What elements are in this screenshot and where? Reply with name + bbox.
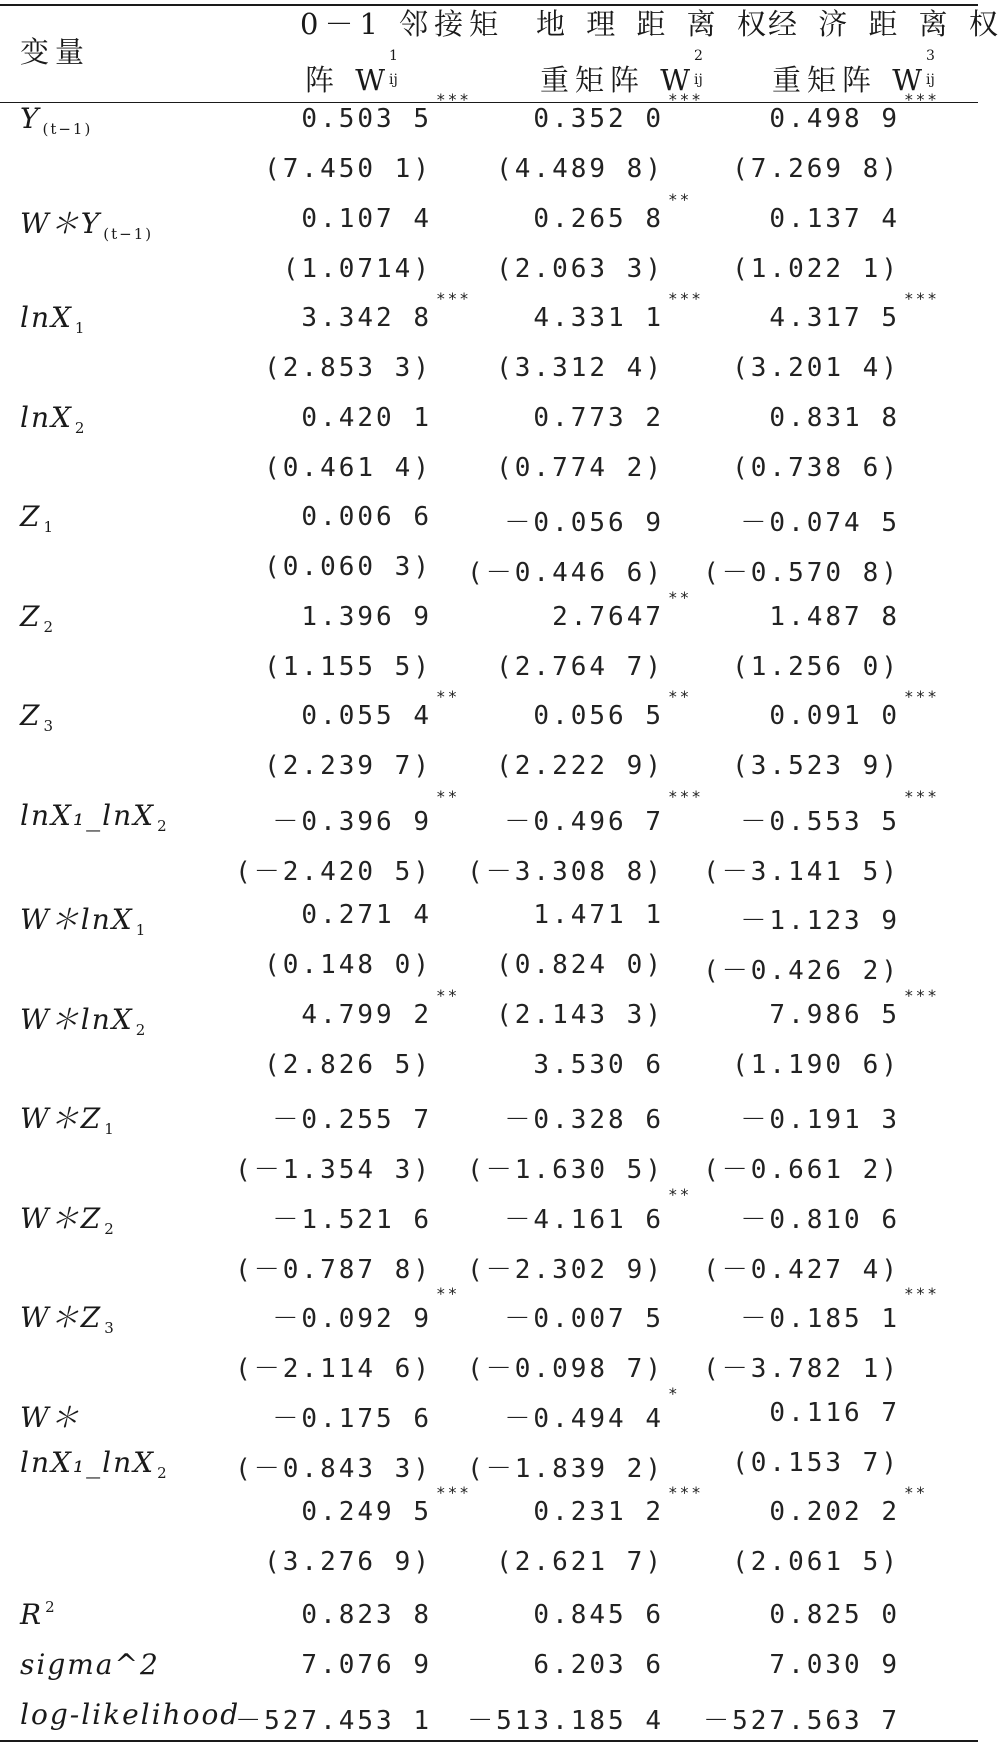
variable-label-text: W＊	[20, 1401, 81, 1434]
cell-value: (0.774 2)	[496, 453, 664, 483]
cell-value: (0.060 3)	[264, 552, 432, 582]
cell-value: 4.317 5	[769, 303, 900, 333]
cell-value: (－1.354 3)	[235, 1155, 432, 1185]
variable-label-text: Y	[20, 102, 41, 135]
cell-value: 7.076 9	[301, 1650, 432, 1680]
coefficient-cell	[504, 1298, 664, 1335]
t-value-cell	[732, 1448, 900, 1478]
significance-stars: **	[904, 1483, 928, 1502]
cell-value: －0.396 9	[272, 807, 432, 837]
variable-label-text: W＊Z	[20, 1301, 103, 1334]
variable-label	[20, 102, 92, 138]
variable-subscript: 2	[157, 817, 169, 835]
cell-value: (－0.787 8)	[235, 1255, 432, 1285]
coefficient-cell	[301, 204, 432, 234]
coefficient-cell	[740, 900, 900, 937]
variable-label	[20, 301, 86, 337]
t-value-cell	[264, 453, 432, 483]
cell-value: (－3.782 1)	[703, 1354, 900, 1384]
t-value-cell	[235, 1149, 432, 1186]
variable-label-text: lnX₁_lnX	[20, 799, 156, 832]
significance-stars: **	[436, 787, 460, 806]
cell-value: 4.799 2	[301, 1000, 432, 1030]
t-value-cell	[732, 1547, 900, 1577]
variable-subscript: 2	[157, 1464, 169, 1482]
significance-stars: *	[668, 1384, 680, 1403]
coefficient-cell	[740, 1284, 939, 1335]
coefficient-cell	[769, 687, 939, 731]
t-value-cell	[496, 1547, 664, 1577]
significance-stars: ***	[904, 787, 939, 806]
significance-stars: ***	[668, 289, 703, 308]
cell-value: (3.201 4)	[732, 353, 900, 383]
variable-subscript: 1	[74, 319, 87, 337]
cell-value: 3.342 8	[301, 303, 432, 333]
variable-label	[20, 699, 55, 735]
significance-stars: ***	[904, 1284, 939, 1303]
cell-value: 0.773 2	[533, 403, 664, 433]
coefficient-cell	[301, 602, 432, 632]
t-value-cell	[732, 1050, 900, 1080]
cell-value: (2.061 5)	[732, 1547, 900, 1577]
header-col3-line2: 重矩阵 W 3 ij	[772, 48, 935, 97]
stat-cell	[533, 1600, 664, 1630]
t-value-cell	[732, 254, 900, 284]
stat-cell	[703, 1700, 900, 1737]
cell-value: (－1.630 5)	[467, 1155, 664, 1185]
cell-value: 1.487 8	[769, 602, 900, 632]
cell-value: 0.056 5	[533, 701, 664, 731]
cell-value: －0.553 5	[740, 807, 900, 837]
t-value-cell	[703, 851, 900, 888]
significance-stars: **	[436, 986, 460, 1005]
t-value-cell	[703, 1249, 900, 1286]
coefficient-cell	[769, 1398, 900, 1428]
significance-stars: ***	[436, 1483, 471, 1502]
stat-label-text: R	[20, 1598, 44, 1631]
variable-label	[20, 500, 55, 536]
t-value-cell	[264, 552, 432, 582]
variable-label	[20, 1197, 116, 1238]
cell-value: 1.471 1	[533, 900, 664, 930]
coefficient-cell	[533, 900, 664, 930]
t-value-cell	[496, 950, 664, 980]
coefficient-cell	[496, 1000, 664, 1030]
coefficient-cell	[533, 1483, 703, 1527]
cell-value: (－3.308 8)	[467, 857, 664, 887]
cell-value: 3.530 6	[533, 1050, 664, 1080]
cell-value: 0.352 0	[533, 104, 664, 134]
variable-label-text: W＊lnX	[20, 1003, 134, 1036]
variable-label-continued	[20, 1446, 169, 1482]
table-header-rule	[0, 102, 978, 103]
coefficient-cell	[504, 1099, 664, 1136]
coefficient-cell	[301, 403, 432, 433]
header-col1-line2: 阵 W 1 ij	[305, 48, 398, 97]
coefficient-cell	[301, 1483, 471, 1527]
cell-value: 7.986 5	[769, 1000, 900, 1030]
cell-value: (2.764 7)	[496, 652, 664, 682]
header-col2-line2: 重矩阵 W 2 ij	[540, 48, 703, 97]
t-value-cell	[467, 1448, 664, 1485]
significance-stars: ***	[904, 90, 939, 109]
t-value-cell	[235, 1448, 432, 1485]
header-col3-line1: 经 济 距 离 权	[768, 7, 1004, 41]
t-value-cell	[703, 1348, 900, 1385]
cell-value: 0.231 2	[533, 1497, 664, 1527]
variable-label-text: W＊Z	[20, 1202, 103, 1235]
cell-value: －527.453 1	[235, 1706, 432, 1736]
variable-label	[20, 1396, 81, 1436]
t-value-cell	[703, 950, 900, 987]
cell-value: －527.563 7	[703, 1706, 900, 1736]
cell-value: (－0.843 3)	[235, 1454, 432, 1484]
t-value-cell	[703, 1149, 900, 1186]
cell-value: －0.255 7	[272, 1105, 432, 1135]
cell-value: (－0.446 6)	[467, 558, 664, 588]
significance-stars: **	[668, 1185, 692, 1204]
coefficient-cell	[769, 90, 939, 134]
cell-value: －0.494 4	[504, 1404, 664, 1434]
t-value-cell	[235, 1348, 432, 1385]
variable-label	[20, 401, 86, 437]
cell-value: －1.123 9	[740, 906, 900, 936]
coefficient-cell	[533, 687, 692, 731]
cell-value: (1.256 0)	[732, 652, 900, 682]
cell-value: (3.523 9)	[732, 751, 900, 781]
significance-stars: ***	[904, 289, 939, 308]
variable-subscript: 3	[43, 717, 56, 735]
t-value-cell	[264, 950, 432, 980]
significance-stars: **	[668, 588, 692, 607]
stat-label-text: log-likelihood	[20, 1698, 241, 1731]
cell-value: 0.420 1	[301, 403, 432, 433]
t-value-cell	[264, 154, 432, 184]
cell-value: 0.845 6	[533, 1600, 664, 1630]
coefficient-cell	[740, 1199, 900, 1236]
t-value-cell	[496, 353, 664, 383]
coefficient-cell	[769, 986, 939, 1030]
t-value-cell	[496, 453, 664, 483]
cell-value: 0.503 5	[301, 104, 432, 134]
stat-label	[20, 1698, 240, 1731]
cell-value: 0.823 8	[301, 1600, 432, 1630]
cell-value: 0.498 9	[769, 104, 900, 134]
significance-stars: ***	[904, 687, 939, 706]
variable-subscript: (t−1)	[42, 120, 93, 138]
variable-subscript: 2	[43, 618, 56, 636]
coefficient-cell	[301, 289, 471, 333]
cell-value: 7.030 9	[769, 1650, 900, 1680]
t-value-cell	[467, 1149, 664, 1186]
variable-label-text: Z	[20, 500, 42, 533]
cell-value: 0.137 4	[769, 204, 900, 234]
cell-value: (0.824 0)	[496, 950, 664, 980]
table-bottom-rule	[0, 1740, 978, 1742]
coefficient-cell	[504, 1185, 692, 1236]
coefficient-cell	[504, 502, 664, 539]
coefficient-cell	[301, 502, 432, 532]
header-col1-line1: 0－1 邻接矩	[300, 7, 505, 41]
cell-value: (－2.420 5)	[235, 857, 432, 887]
coefficient-cell	[504, 1384, 680, 1435]
cell-value: 1.396 9	[301, 602, 432, 632]
significance-stars: ***	[436, 90, 471, 109]
coefficient-cell	[272, 1284, 460, 1335]
variable-label	[20, 1296, 116, 1337]
cell-value: 2.7647	[552, 602, 664, 632]
variable-subscript: 2	[104, 1220, 116, 1238]
variable-label-text: lnX	[20, 301, 73, 334]
cell-value: (2.063 3)	[496, 254, 664, 284]
cell-value: －0.092 9	[272, 1304, 432, 1334]
coefficient-cell	[301, 900, 432, 930]
coefficient-cell	[533, 190, 692, 234]
cell-value: (－1.839 2)	[467, 1454, 664, 1484]
variable-label	[20, 799, 169, 835]
cell-value: 4.331 1	[533, 303, 664, 333]
variable-subscript: 2	[74, 419, 87, 437]
t-value-cell	[264, 751, 432, 781]
variable-label-text: W＊Y	[20, 207, 102, 240]
cell-value: －513.185 4	[467, 1706, 664, 1736]
cell-value: －0.496 7	[504, 807, 664, 837]
variable-label-text: lnX	[20, 401, 73, 434]
variable-subscript: 2	[135, 1021, 148, 1039]
cell-value: －1.521 6	[272, 1205, 432, 1235]
cell-value: (－3.141 5)	[703, 857, 900, 887]
variable-label	[20, 202, 153, 243]
cell-value: (0.153 7)	[732, 1448, 900, 1478]
variable-label-text: W＊lnX	[20, 903, 134, 936]
cell-value: －0.191 3	[740, 1105, 900, 1135]
coefficient-cell	[533, 403, 664, 433]
variable-label	[20, 1097, 116, 1138]
stat-cell	[301, 1600, 432, 1630]
t-value-cell	[264, 1547, 432, 1577]
cell-value: 6.203 6	[533, 1650, 664, 1680]
coefficient-cell	[740, 787, 939, 838]
t-value-cell	[703, 552, 900, 589]
cell-value: (1.190 6)	[732, 1050, 900, 1080]
t-value-cell	[264, 1050, 432, 1080]
variable-subscript: (t−1)	[103, 225, 154, 243]
cell-value: (－0.426 2)	[703, 956, 900, 986]
t-value-cell	[264, 353, 432, 383]
cell-value: (2.621 7)	[496, 1547, 664, 1577]
t-value-cell	[264, 652, 432, 682]
cell-value: (0.738 6)	[732, 453, 900, 483]
variable-subscript: 1	[104, 1120, 116, 1138]
cell-value: (0.148 0)	[264, 950, 432, 980]
cell-value: (－2.302 9)	[467, 1255, 664, 1285]
cell-value: 0.202 2	[769, 1497, 900, 1527]
variable-label-text: W＊Z	[20, 1102, 103, 1135]
cell-value: －0.810 6	[740, 1205, 900, 1235]
significance-stars: **	[436, 1284, 460, 1303]
t-value-cell	[732, 652, 900, 682]
cell-value: (2.143 3)	[496, 1000, 664, 1030]
coefficient-cell	[740, 1099, 900, 1136]
coefficient-cell	[769, 602, 900, 632]
variable-subscript: 3	[104, 1319, 116, 1337]
significance-stars: ***	[668, 90, 703, 109]
coefficient-cell	[740, 502, 900, 539]
variable-label	[20, 998, 147, 1039]
header-variable-label: 变量	[20, 35, 91, 69]
significance-stars: **	[436, 687, 460, 706]
cell-value: (4.489 8)	[496, 154, 664, 184]
stat-cell	[769, 1650, 900, 1680]
cell-value: (3.312 4)	[496, 353, 664, 383]
coefficient-cell	[272, 1398, 432, 1435]
cell-value: 0.091 0	[769, 701, 900, 731]
cell-value: (－0.661 2)	[703, 1155, 900, 1185]
stat-cell	[467, 1700, 664, 1737]
significance-stars: ***	[668, 1483, 703, 1502]
cell-value: －0.185 1	[740, 1304, 900, 1334]
variable-label	[20, 600, 55, 636]
variable-label	[20, 898, 147, 939]
cell-value: －0.175 6	[272, 1404, 432, 1434]
t-value-cell	[732, 751, 900, 781]
significance-stars: ***	[668, 787, 703, 806]
t-value-cell	[496, 154, 664, 184]
t-value-cell	[283, 254, 432, 284]
cell-value: (3.276 9)	[264, 1547, 432, 1577]
cell-value: －4.161 6	[504, 1205, 664, 1235]
cell-value: (1.155 5)	[264, 652, 432, 682]
t-value-cell	[533, 1050, 664, 1080]
coefficient-cell	[272, 1099, 432, 1136]
stat-label	[20, 1598, 57, 1631]
cell-value: －0.056 9	[504, 508, 664, 538]
t-value-cell	[467, 1249, 664, 1286]
t-value-cell	[496, 254, 664, 284]
cell-value: －0.007 5	[504, 1304, 664, 1334]
t-value-cell	[235, 1249, 432, 1286]
cell-value: (2.239 7)	[264, 751, 432, 781]
variable-subscript: 1	[43, 518, 56, 536]
coefficient-cell	[301, 90, 471, 134]
cell-value: 0.107 4	[301, 204, 432, 234]
cell-value: 0.265 8	[533, 204, 664, 234]
t-value-cell	[732, 353, 900, 383]
significance-stars: **	[668, 190, 692, 209]
cell-value: (1.022 1)	[732, 254, 900, 284]
cell-value: 0.116 7	[769, 1398, 900, 1428]
stat-cell	[769, 1600, 900, 1630]
t-value-cell	[732, 154, 900, 184]
cell-value: (－2.114 6)	[235, 1354, 432, 1384]
variable-label-text: lnX₁_lnX	[20, 1446, 156, 1479]
coefficient-cell	[272, 1199, 432, 1236]
cell-value: (－0.570 8)	[703, 558, 900, 588]
stat-label	[20, 1648, 160, 1681]
cell-value: －0.328 6	[504, 1105, 664, 1135]
coefficient-cell	[769, 403, 900, 433]
cell-value: (7.269 8)	[732, 154, 900, 184]
cell-value: (1.0714)	[282, 254, 432, 284]
variable-label-text: Z	[20, 600, 42, 633]
coefficient-cell	[301, 986, 460, 1030]
header-col2-line1: 地 理 距 离 权	[536, 7, 772, 41]
coefficient-cell	[552, 588, 692, 632]
cell-value: 0.271 4	[301, 900, 432, 930]
cell-value: (7.450 1)	[264, 154, 432, 184]
t-value-cell	[732, 453, 900, 483]
t-value-cell	[467, 1348, 664, 1385]
cell-value: (2.222 9)	[496, 751, 664, 781]
coefficient-cell	[533, 90, 703, 134]
significance-stars: ***	[436, 289, 471, 308]
cell-value: (0.461 4)	[264, 453, 432, 483]
cell-value: 0.825 0	[769, 1600, 900, 1630]
t-value-cell	[496, 652, 664, 682]
t-value-cell	[496, 751, 664, 781]
t-value-cell	[467, 552, 664, 589]
stat-label-text: sigma^2	[20, 1648, 160, 1681]
stat-superscript: 2	[45, 1598, 57, 1616]
significance-stars: **	[668, 687, 692, 706]
cell-value: (2.826 5)	[264, 1050, 432, 1080]
stat-cell	[533, 1650, 664, 1680]
significance-stars: ***	[904, 986, 939, 1005]
cell-value: －0.074 5	[740, 508, 900, 538]
cell-value: 0.831 8	[769, 403, 900, 433]
stat-cell	[235, 1700, 432, 1737]
cell-value: (－0.427 4)	[703, 1255, 900, 1285]
stat-cell	[301, 1650, 432, 1680]
cell-value: 0.055 4	[301, 701, 432, 731]
t-value-cell	[467, 851, 664, 888]
coefficient-cell	[769, 1483, 928, 1527]
coefficient-cell	[533, 289, 703, 333]
variable-label-text: Z	[20, 699, 42, 732]
cell-value: (－0.098 7)	[467, 1354, 664, 1384]
variable-subscript: 1	[135, 921, 148, 939]
t-value-cell	[235, 851, 432, 888]
cell-value: 0.249 5	[301, 1497, 432, 1527]
cell-value: (2.853 3)	[264, 353, 432, 383]
coefficient-cell	[272, 787, 460, 838]
coefficient-cell	[504, 787, 703, 838]
cell-value: 0.006 6	[301, 502, 432, 532]
coefficient-cell	[769, 289, 939, 333]
coefficient-cell	[301, 687, 460, 731]
coefficient-cell	[769, 204, 900, 234]
